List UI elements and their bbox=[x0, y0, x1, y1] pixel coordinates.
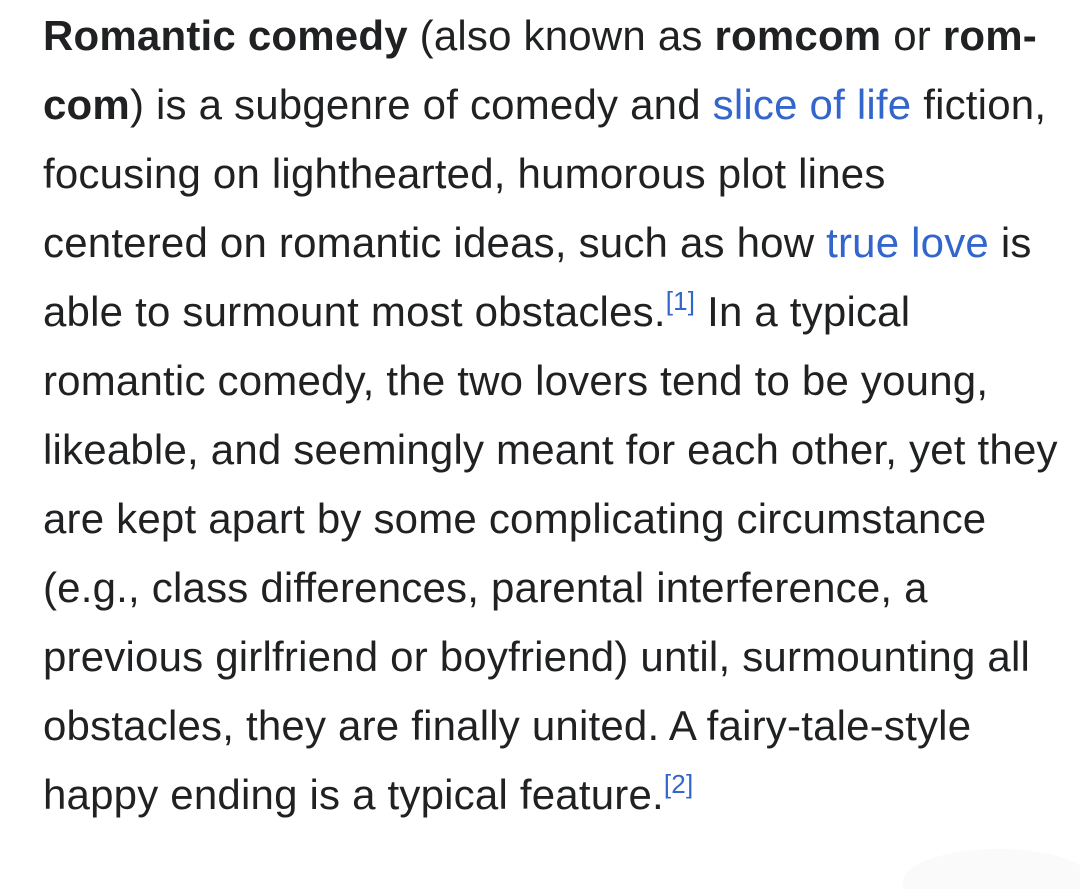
text-run: likeable, and seemingly meant for each other, yet they bbox=[43, 426, 1058, 473]
text-run: are kept apart by some complicating circumstance bbox=[43, 495, 987, 542]
bold-text-run: romcom bbox=[714, 12, 882, 59]
citation-ref bbox=[664, 769, 694, 799]
text-run: romantic comedy, the two lovers tend to be young, bbox=[43, 357, 989, 404]
text-line bbox=[43, 139, 1042, 208]
text-run: (e.g., class differences, parental interference, a bbox=[43, 564, 928, 611]
text-run: previous girlfriend or boyfriend) until, surmounting all bbox=[43, 633, 1031, 680]
cutoff-card-top-edge bbox=[903, 849, 1080, 889]
text-line bbox=[43, 484, 1042, 553]
citation-ref bbox=[666, 286, 696, 316]
wiki-link[interactable]: slice of life bbox=[712, 81, 912, 128]
text-line bbox=[43, 346, 1042, 415]
bold-text-run: com bbox=[43, 81, 130, 128]
text-run: is bbox=[988, 219, 1032, 266]
text-run: In a typical bbox=[695, 288, 911, 335]
text-run: fiction, bbox=[911, 81, 1047, 128]
text-line bbox=[43, 277, 1042, 346]
bold-text-run: Romantic comedy bbox=[43, 12, 408, 59]
text-line bbox=[43, 622, 1042, 691]
text-line bbox=[43, 70, 1047, 139]
text-run: happy ending is a typical feature. bbox=[43, 771, 664, 818]
article-paragraph bbox=[43, 1, 1058, 829]
text-line bbox=[43, 760, 1042, 829]
text-run: obstacles, they are finally united. A fairy-tale-style bbox=[43, 702, 972, 749]
text-run: centered on romantic ideas, such as how bbox=[43, 219, 827, 266]
text-line bbox=[43, 415, 1058, 484]
wiki-link[interactable]: true love bbox=[826, 219, 989, 266]
text-line bbox=[43, 208, 1042, 277]
bold-text-run: rom- bbox=[942, 12, 1037, 59]
text-line bbox=[43, 691, 1042, 760]
text-line bbox=[43, 1, 1042, 70]
text-run: focusing on lighthearted, humorous plot lines bbox=[43, 150, 886, 197]
text-line bbox=[43, 553, 1042, 622]
text-run: able to surmount most obstacles. bbox=[43, 288, 666, 335]
text-run: ) is a subgenre of comedy and bbox=[129, 81, 713, 128]
text-run: or bbox=[881, 12, 943, 59]
citation-ref-link[interactable]: [1] bbox=[665, 286, 696, 316]
text-run: (also known as bbox=[407, 12, 715, 59]
citation-ref-link[interactable]: [2] bbox=[663, 769, 694, 799]
